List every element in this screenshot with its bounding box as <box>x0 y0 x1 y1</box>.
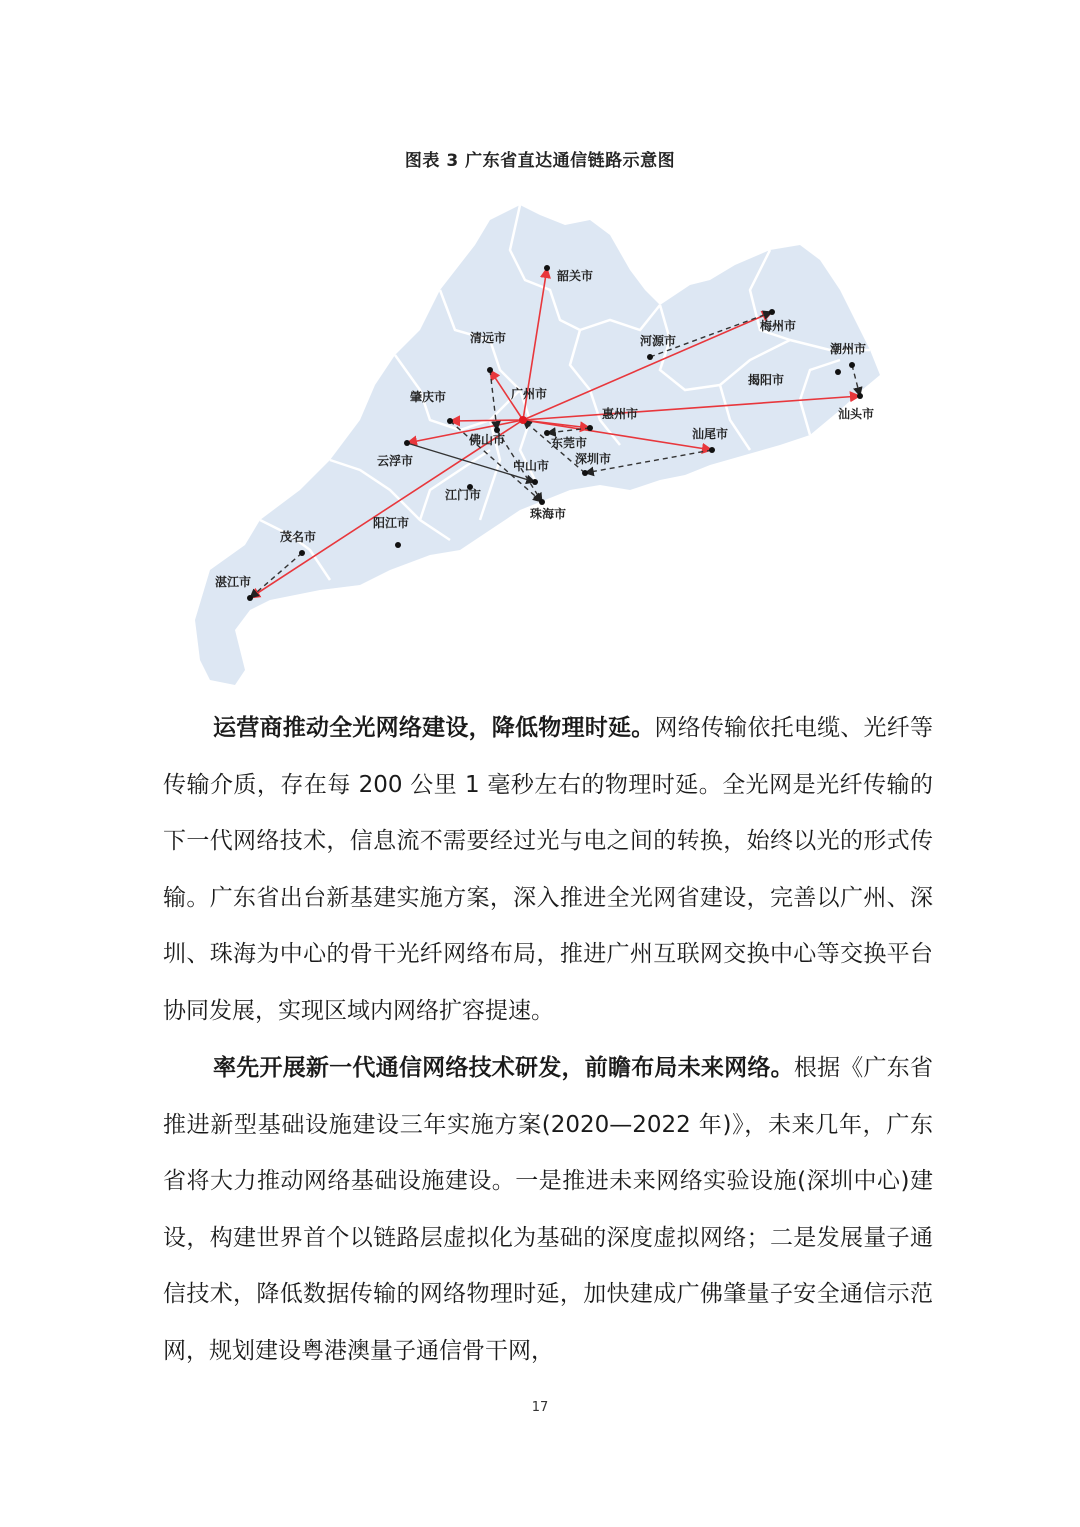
paragraph-2 <box>163 1040 933 1379</box>
city-marker-shenzhen <box>582 470 588 476</box>
paragraph-1-lead: 运营商推动全光网络建设，降低物理时延。 <box>213 715 655 741</box>
page-number: 17 <box>531 1400 549 1415</box>
city-label-yunfu: 云浮市 <box>377 454 414 468</box>
city-label-zhanjiang: 湛江市 <box>215 575 252 589</box>
city-marker-chaozhou <box>849 362 855 368</box>
city-label-meizhou: 梅州市 <box>760 319 797 333</box>
city-label-shantou: 汕头市 <box>838 407 875 421</box>
city-marker-qingyuan <box>487 367 493 373</box>
paragraph-2-lead: 率先开展新一代通信网络技术研发，前瞻布局未来网络。 <box>213 1055 794 1081</box>
city-marker-zhuhai <box>539 499 545 505</box>
city-marker-dongguan <box>544 430 550 436</box>
city-label-maoming: 茂名市 <box>280 530 317 544</box>
city-label-huizhou: 惠州市 <box>602 407 639 421</box>
city-label-jieyang: 揭阳市 <box>748 373 785 387</box>
paragraph-2-text: 根据《广东省推进新型基础设施建设三年实施方案(2020—2022 年)》，未来几年，广东省将大力推动网络基础设施建设。一是推进未来网络实验设施(深圳中心)建设，构建世界首个以链路层虚拟化为基础的深度虚拟网络；二是发展量子通信技术，降低数据传输的网络物理时延，加快建成广佛肇量子安全通信示范网，规划建设粤港澳量子通信骨干网， <box>163 1055 934 1364</box>
city-marker-shanwei <box>709 447 715 453</box>
city-label-guangzhou: 广州市 <box>511 387 548 401</box>
city-label-qingyuan: 清远市 <box>470 331 507 345</box>
paragraph-1-text: 网络传输依托电缆、光纤等传输介质，存在每 200 公里 1 毫秒左右的物理时延。全光网是光纤传输的下一代网络技术，信息流不需要经过光与电之间的转换，始终以光的形式传输。广东省出台新基建实施方案，深入推进全光网省建设，完善以广州、深圳、珠海为中心的骨干光纤网络布局，推进广州互联网交换中心等交换平台协同发展，实现区域内网络扩容提速。 <box>163 715 934 1024</box>
city-label-shenzhen: 深圳市 <box>575 452 612 466</box>
paragraph-1 <box>163 700 933 1039</box>
city-label-yangjiang: 阳江市 <box>373 516 410 530</box>
city-label-chaozhou: 潮州市 <box>830 342 867 356</box>
province-outline <box>195 205 880 685</box>
city-label-zhaoqing: 肇庆市 <box>410 390 447 404</box>
guangdong-link-map <box>190 190 890 690</box>
city-marker-guangzhou <box>519 416 527 424</box>
city-label-dongguan: 东莞市 <box>551 436 588 450</box>
figure-caption: 图表 3 广东省直达通信链路示意图 <box>404 151 676 171</box>
city-marker-maoming <box>299 550 305 556</box>
city-label-shaoguan: 韶关市 <box>557 269 594 283</box>
city-label-shanwei: 汕尾市 <box>692 427 729 441</box>
city-label-heyuan: 河源市 <box>640 334 677 348</box>
city-marker-shantou <box>857 393 863 399</box>
city-marker-jieyang <box>835 369 841 375</box>
city-label-zhongshan: 中山市 <box>513 459 550 473</box>
city-marker-zhanjiang <box>247 595 253 601</box>
city-marker-huizhou <box>587 425 593 431</box>
city-label-foshan: 佛山市 <box>469 433 506 447</box>
city-marker-yunfu <box>404 440 410 446</box>
city-label-zhuhai: 珠海市 <box>530 507 567 521</box>
link-guangzhou-zhaoqing <box>450 420 523 421</box>
city-marker-heyuan <box>647 354 653 360</box>
city-marker-shaoguan <box>544 265 550 271</box>
city-marker-zhongshan <box>532 479 538 485</box>
city-marker-yangjiang <box>395 542 401 548</box>
city-label-jiangmen: 江门市 <box>445 488 482 502</box>
city-marker-meizhou <box>769 309 775 315</box>
city-marker-zhaoqing <box>447 418 453 424</box>
